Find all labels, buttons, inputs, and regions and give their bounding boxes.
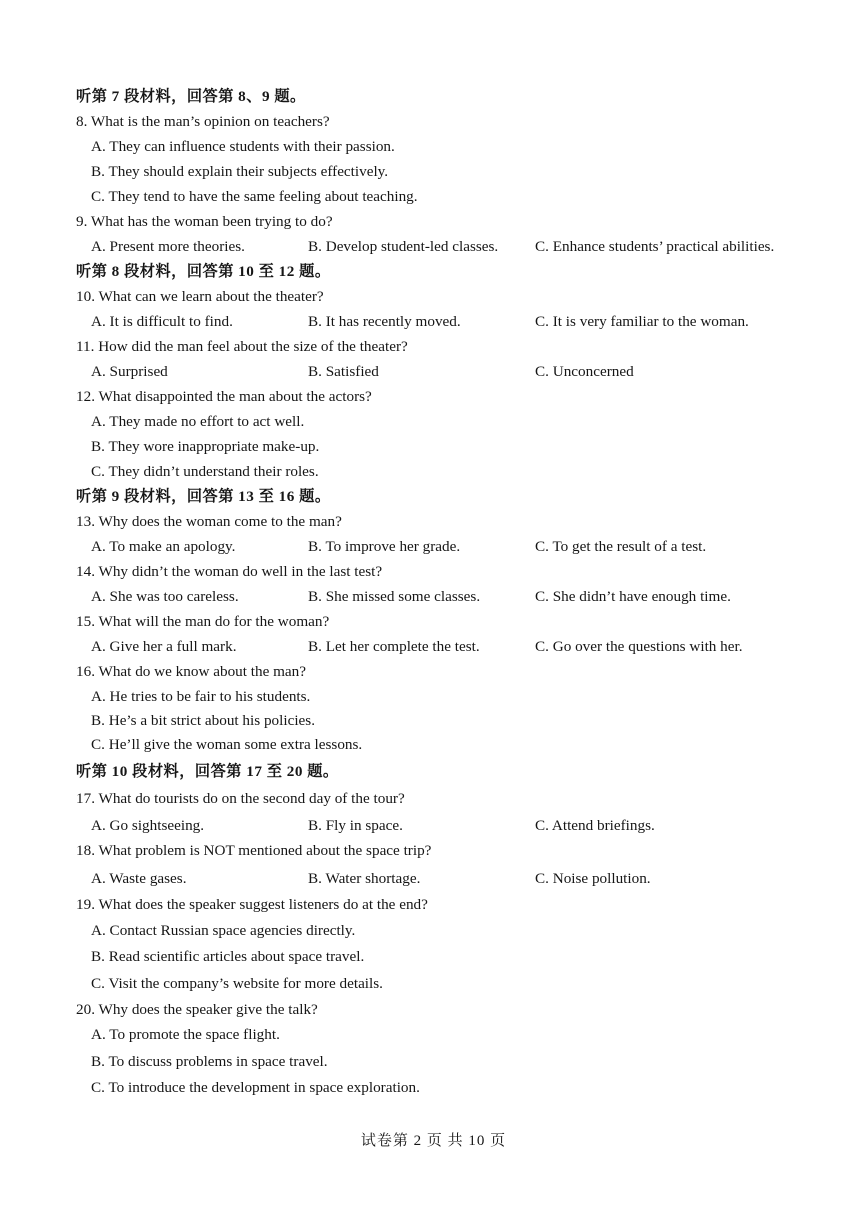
question-18: 18. What problem is NOT mentioned about the space trip? bbox=[76, 842, 432, 859]
question-16-option-c: C. He’ll give the woman some extra lessons. bbox=[91, 736, 363, 753]
question-9-option-a: A. Present more theories. bbox=[91, 238, 245, 255]
question-16-option-a: A. He tries to be fair to his students. bbox=[91, 688, 311, 705]
page-footer: 试卷第 2 页 共 10 页 bbox=[360, 1133, 507, 1149]
question-17-option-c: C. Attend briefings. bbox=[535, 817, 655, 834]
question-11-options bbox=[0, 361, 867, 383]
question-18-options bbox=[0, 868, 867, 890]
question-13-option-a: A. To make an apology. bbox=[91, 538, 236, 555]
question-8: 8. What is the man’s opinion on teachers? bbox=[76, 113, 330, 130]
question-13-option-b: B. To improve her grade. bbox=[308, 538, 461, 555]
question-14: 14. Why didn’t the woman do well in the last test? bbox=[76, 563, 383, 580]
question-10-option-c: C. It is very familiar to the woman. bbox=[535, 313, 749, 330]
question-16: 16. What do we know about the man? bbox=[76, 663, 307, 680]
question-10-options bbox=[0, 311, 867, 333]
question-9-option-b: B. Develop student-led classes. bbox=[308, 238, 499, 255]
question-20-option-a: A. To promote the space flight. bbox=[91, 1026, 280, 1043]
question-17-option-a: A. Go sightseeing. bbox=[91, 817, 205, 834]
section-header-7: 听第 7 段材料，回答第 8、9 题。 bbox=[76, 88, 306, 105]
question-12: 12. What disappointed the man about the actors? bbox=[76, 388, 372, 405]
section-header-8: 听第 8 段材料，回答第 10 至 12 题。 bbox=[76, 263, 331, 280]
question-9: 9. What has the woman been trying to do? bbox=[76, 213, 333, 230]
question-17: 17. What do tourists do on the second day of the tour? bbox=[76, 790, 405, 807]
question-20-option-b: B. To discuss problems in space travel. bbox=[91, 1053, 328, 1070]
question-19-option-b: B. Read scientific articles about space travel. bbox=[91, 948, 365, 965]
question-11: 11. How did the man feel about the size of the theater? bbox=[76, 338, 408, 355]
question-8-option-c: C. They tend to have the same feeling about teaching. bbox=[91, 188, 418, 205]
question-15-option-a: A. Give her a full mark. bbox=[91, 638, 237, 655]
question-19-option-c: C. Visit the company’s website for more details. bbox=[91, 975, 383, 992]
question-15-options bbox=[0, 636, 867, 658]
question-13: 13. Why does the woman come to the man? bbox=[76, 513, 342, 530]
question-12-option-b: B. They wore inappropriate make-up. bbox=[91, 438, 320, 455]
question-18-option-a: A. Waste gases. bbox=[91, 870, 187, 887]
question-17-option-b: B. Fly in space. bbox=[308, 817, 403, 834]
question-12-option-c: C. They didn’t understand their roles. bbox=[91, 463, 319, 480]
question-8-option-b: B. They should explain their subjects effectively. bbox=[91, 163, 389, 180]
question-13-options bbox=[0, 536, 867, 558]
question-13-option-c: C. To get the result of a test. bbox=[535, 538, 707, 555]
question-18-option-b: B. Water shortage. bbox=[308, 870, 421, 887]
question-11-option-a: A. Surprised bbox=[91, 363, 168, 380]
question-19: 19. What does the speaker suggest listeners do at the end? bbox=[76, 896, 428, 913]
question-8-option-a: A. They can influence students with their passion. bbox=[91, 138, 395, 155]
question-15: 15. What will the man do for the woman? bbox=[76, 613, 330, 630]
question-14-options bbox=[0, 586, 867, 608]
question-16-option-b: B. He’s a bit strict about his policies. bbox=[91, 712, 315, 729]
question-10-option-b: B. It has recently moved. bbox=[308, 313, 461, 330]
question-11-option-b: B. Satisfied bbox=[308, 363, 379, 380]
question-9-options bbox=[0, 236, 867, 258]
question-11-option-c: C. Unconcerned bbox=[535, 363, 634, 380]
question-9-option-c: C. Enhance students’ practical abilities. bbox=[535, 238, 775, 255]
question-14-option-a: A. She was too careless. bbox=[91, 588, 239, 605]
question-19-option-a: A. Contact Russian space agencies directly. bbox=[91, 922, 356, 939]
question-20: 20. Why does the speaker give the talk? bbox=[76, 1001, 318, 1018]
section-header-9: 听第 9 段材料，回答第 13 至 16 题。 bbox=[76, 488, 331, 505]
question-14-option-b: B. She missed some classes. bbox=[308, 588, 481, 605]
question-20-option-c: C. To introduce the development in space exploration. bbox=[91, 1079, 420, 1096]
question-17-options bbox=[0, 815, 867, 837]
question-10-option-a: A. It is difficult to find. bbox=[91, 313, 233, 330]
section-header-10: 听第 10 段材料，回答第 17 至 20 题。 bbox=[76, 763, 339, 780]
question-18-option-c: C. Noise pollution. bbox=[535, 870, 651, 887]
question-12-option-a: A. They made no effort to act well. bbox=[91, 413, 305, 430]
question-15-option-c: C. Go over the questions with her. bbox=[535, 638, 743, 655]
question-15-option-b: B. Let her complete the test. bbox=[308, 638, 480, 655]
question-14-option-c: C. She didn’t have enough time. bbox=[535, 588, 731, 605]
question-10: 10. What can we learn about the theater? bbox=[76, 288, 324, 305]
